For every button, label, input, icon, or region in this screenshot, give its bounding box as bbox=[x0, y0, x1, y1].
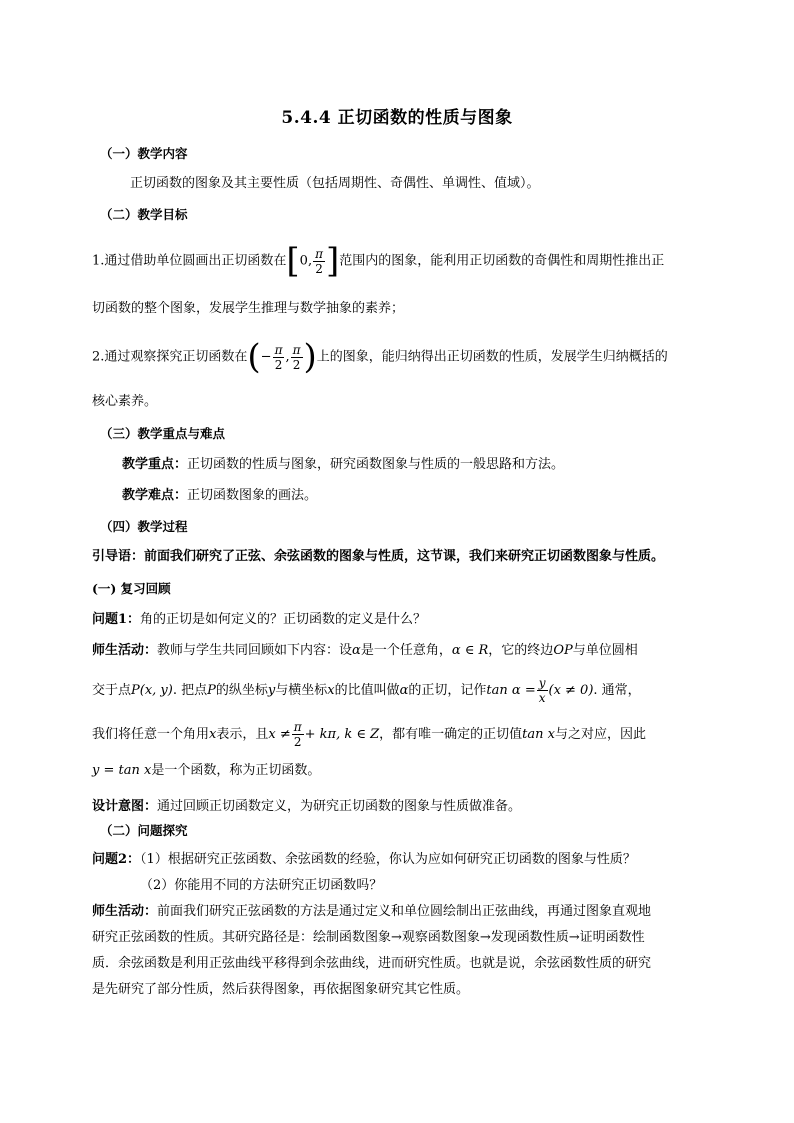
question-2-part-1: 问题2：（1）根据研究正弦函数、余弦函数的经验，你认为应如何研究正切函数的图象与性质？ bbox=[92, 852, 636, 867]
design-intent-1: 设计意图：通过回顾正切函数定义，为研究正切函数的图象与性质做准备。 bbox=[92, 799, 522, 814]
activity-1-line-1: 师生活动：教师与学生共同回顾如下内容：设α是一个任意角，α ∈ R，它的终边OP与单位圆相 bbox=[92, 643, 638, 658]
difficulty-point: 教学难点：正切函数图象的画法。 bbox=[122, 488, 318, 503]
goal-2-suffix: 上的图象，能归纳得出正切函数的性质，发展学生归纳概括的 bbox=[316, 349, 668, 365]
interval-start: 0, bbox=[299, 253, 313, 269]
activity-1-line-2: 交于点P(x, y). 把点P的纵坐标y与横坐标x的比值叫做α的正切，记作tan α = $\frac{y}{x}$ (x ≠ 0). 通常， bbox=[92, 676, 641, 705]
review-heading: (一) 复习回顾 bbox=[92, 581, 171, 596]
key-point: 教学重点：正切函数的性质与图象，研究函数图象与性质的一般思路和方法。 bbox=[122, 457, 565, 472]
section-heading-goals: （二）教学目标 bbox=[100, 207, 188, 222]
section-heading-content: （一）教学内容 bbox=[100, 146, 188, 161]
activity-2-line-3: 质．余弦函数是利用正弦曲线平移得到余弦曲线，进而研究性质。也就是说，余弦函数性质的研究 bbox=[92, 956, 652, 971]
content-text: 正切函数的图象及其主要性质（包括周期性、奇偶性、单调性、值域）。 bbox=[130, 176, 540, 191]
minus-sign: − bbox=[260, 349, 272, 365]
paren-right: ) bbox=[303, 337, 317, 377]
fraction-pi-over-2-b: $\frac{\pi}{2}$ bbox=[292, 342, 301, 372]
goal-2-prefix: 2.通过观察探究正切函数在 bbox=[92, 349, 248, 365]
intro-paragraph: 引导语：前面我们研究了正弦、余弦函数的图象与性质，这节课，我们来研究正切函数图象与性质。 bbox=[92, 549, 665, 564]
section-heading-process: （四）教学过程 bbox=[100, 519, 188, 534]
question-1: 问题1：角的正切是如何定义的？正切函数的定义是什么？ bbox=[92, 612, 427, 627]
goal-1-suffix: 范围内的图象，能利用正切函数的奇偶性和周期性推出正 bbox=[339, 253, 665, 269]
activity-2-line-1: 师生活动：前面我们研究正弦函数的方法是通过定义和单位圆绘制出正弦曲线，再通过图象直观地 bbox=[92, 904, 652, 919]
activity-1-line-3: 我们将任意一个角用x表示，且x ≠ $\frac{\pi}{2}$ + kπ, k ∈ Z，都有唯一确定的正切值tan x与之对应，因此 bbox=[92, 720, 646, 749]
activity-2-line-2: 研究正弦函数的性质。其研究路径是：绘制函数图象→观察函数图象→发现函数性质→证明函数性 bbox=[92, 930, 645, 945]
section-heading-keypoints: （三）教学重点与难点 bbox=[100, 426, 226, 441]
goal-1-line-2: 切函数的整个图象，发展学生推理与数学抽象的素养； bbox=[92, 301, 405, 316]
explore-heading: （二）问题探究 bbox=[100, 823, 188, 838]
goal-1-line-1 bbox=[92, 241, 714, 281]
bracket-right: ] bbox=[325, 241, 340, 281]
goal-2-line-1: 2.通过观察探究正切函数在(− $\frac{\pi}{2}$ , $\frac{\pi}{2}$ )上的图象，能归纳得出正切函数的性质，发展学生归纳概括的 bbox=[92, 337, 668, 377]
activity-1-line-4: y = tan x是一个函数，称为正切函数。 bbox=[92, 763, 321, 778]
paren-left: ( bbox=[247, 337, 261, 377]
activity-2-line-4: 是先研究了部分性质，然后获得图象，再依据图象研究其它性质。 bbox=[92, 982, 470, 997]
fraction-neg-pi-over-2: $\frac{\pi}{2}$ bbox=[274, 342, 283, 372]
fraction-y-over-x: $\frac{y}{x}$ bbox=[538, 676, 546, 705]
question-2-part-2: （2）你能用不同的方法研究正切函数吗？ bbox=[140, 878, 383, 893]
goal-1-prefix: 1.通过借助单位圆画出正切函数在 bbox=[92, 253, 287, 269]
fraction-pi-over-2-c: $\frac{\pi}{2}$ bbox=[293, 720, 302, 749]
fraction-pi-over-2: $\frac{\pi}{2}$ bbox=[315, 246, 323, 276]
bracket-left: [ bbox=[286, 241, 300, 281]
goal-2-line-2: 核心素养。 bbox=[92, 394, 158, 409]
page-title: 5.4.4 正切函数的性质与图象 bbox=[281, 108, 513, 128]
